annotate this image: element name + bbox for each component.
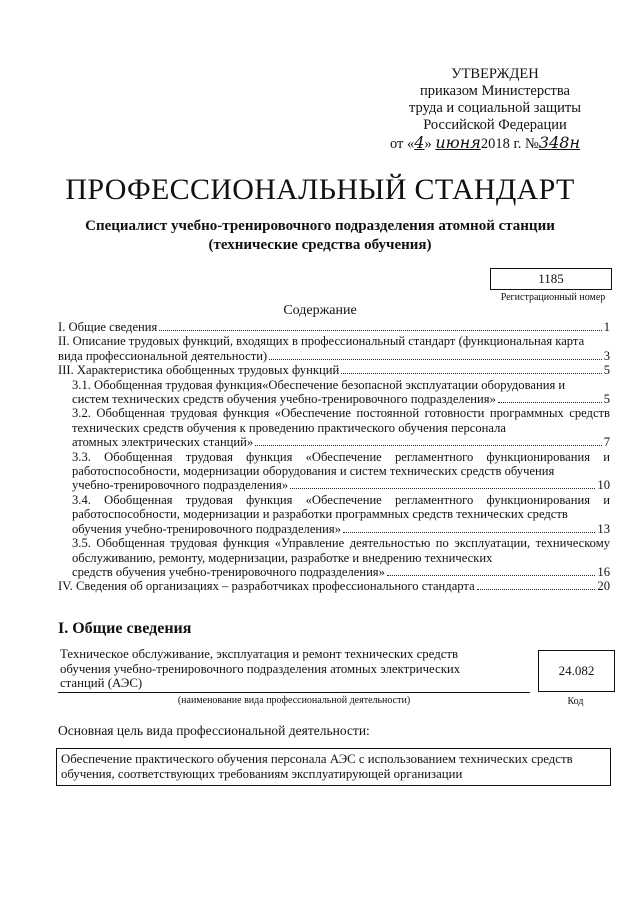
goal-text-box: Обеспечение практического обучения персонала АЭС с использованием технических средств обучения, соответствующих требованиям эксплуатирующей организации (56, 748, 611, 786)
toc-page-number: 16 (597, 564, 610, 579)
toc-entry[interactable] (58, 406, 610, 449)
toc-entry-text: 3.4. Обобщенная трудовая функция «Обеспечение регламентного функционирования и работоспособности, модернизации и разработки программных средств технических средств (72, 492, 610, 522)
toc-entry[interactable] (58, 536, 610, 579)
toc-title: Содержание (283, 303, 357, 318)
toc-leader (498, 402, 602, 403)
approval-year: 2018 г. № (480, 136, 539, 152)
subtitle-line-2: (технические средства обучения) (208, 237, 432, 253)
toc-entry-label: систем технических средств обучения учебно-тренировочного подразделения» (72, 392, 496, 407)
section-heading: I. Общие сведения (58, 620, 192, 637)
registration-number-label: Регистрационный номер (500, 292, 606, 303)
toc-page-number: 5 (603, 392, 610, 407)
registration-number-box: 1185 (490, 268, 612, 290)
toc-entry-text: 3.5. Обобщенная трудовая функция «Управление деятельностью по эксплуатации, техническому обслуживанию, ремонту, модернизации, разработке и внедрению технических (72, 536, 610, 565)
toc-entry[interactable] (58, 579, 610, 593)
date-prefix: от « (390, 136, 415, 152)
toc-entry-text: II. Описание трудовых функций, входящих в профессиональный стандарт (функциональная карта (58, 334, 585, 349)
toc-leader (341, 373, 602, 374)
standard-subtitle (0, 217, 640, 255)
toc-entry-text: 3.2. Обобщенная трудовая функция «Обеспечение постоянной готовности программных средств технических средств обучения к проведению практического обучения персонала (72, 406, 610, 435)
toc-page-number: 5 (603, 363, 610, 378)
toc-entry[interactable] (58, 363, 610, 377)
toc-entry-text: 3.3. Обобщенная трудовая функция «Обеспечение регламентного функционирования и работоспособности, модернизации оборудования и систем технических средств обучения (72, 449, 610, 479)
toc-entry[interactable] (58, 450, 610, 493)
toc-page-number: 20 (597, 579, 610, 594)
approval-block (360, 66, 630, 153)
approval-date-line (360, 134, 630, 153)
approval-number: 348н (538, 133, 580, 152)
toc-leader (290, 488, 595, 489)
toc-entry[interactable] (58, 378, 610, 407)
toc-entry-label: вида профессиональной деятельности) (58, 348, 268, 363)
toc-entry[interactable] (58, 334, 610, 363)
activity-code-box: 24.082 (538, 650, 615, 692)
toc-leader (255, 445, 602, 446)
toc-entry-label: учебно-тренировочного подразделения» (72, 478, 289, 493)
approved-line-2: приказом Министерства (420, 83, 570, 99)
toc-page-number: 10 (597, 478, 610, 493)
document-title: ПРОФЕССИОНАЛЬНЫЙ СТАНДАРТ (65, 173, 575, 206)
date-close: » (424, 136, 432, 152)
approval-day: 4 (414, 133, 425, 152)
goal-label: Основная цель вида профессиональной деятельности: (58, 723, 370, 738)
toc-entry[interactable] (58, 493, 610, 536)
toc-page-number: 3 (603, 348, 610, 363)
toc-leader (159, 330, 601, 331)
approval-month: июня (435, 133, 481, 152)
activity-caption: (наименование вида профессиональной деятельности) (177, 695, 411, 706)
subtitle-line-1: Специалист учебно-тренировочного подразделения атомной станции (85, 218, 555, 234)
toc-entry[interactable] (58, 320, 610, 334)
toc-entry-label: атомных электрических станций» (72, 435, 254, 450)
toc-leader (269, 359, 602, 360)
toc-page-number: 1 (603, 320, 610, 334)
activity-name: Техническое обслуживание, эксплуатация и ремонт технических средств обучения учебно-тренировочного подразделения атомных электрических станций (АЭС) (60, 647, 461, 690)
approved-heading: УТВЕРЖДЕН (451, 66, 539, 82)
toc-entry-text: 3.1. Обобщенная трудовая функция«Обеспечение безопасной эксплуатации оборудования и (72, 377, 566, 392)
toc-page-number: 7 (603, 435, 610, 450)
toc-entry-label: средств обучения учебно-тренировочного подразделения» (72, 564, 385, 579)
toc-leader (343, 532, 595, 533)
toc-entry-label: IV. Сведения об организациях – разработчиках профессионального стандарта (58, 579, 475, 594)
toc-leader (477, 589, 596, 590)
toc-page-number: 13 (597, 521, 610, 536)
code-caption: Код (567, 696, 584, 707)
table-of-contents (58, 320, 610, 594)
activity-underline (58, 692, 530, 693)
toc-entry-label: I. Общие сведения (58, 320, 158, 334)
toc-leader (387, 575, 596, 576)
toc-entry-label: обучения учебно-тренировочного подразделения» (72, 521, 341, 536)
toc-entry-label: III. Характеристика обобщенных трудовых функций (58, 363, 340, 378)
approved-line-3: труда и социальной защиты (409, 100, 581, 116)
approved-line-4: Российской Федерации (423, 117, 567, 133)
